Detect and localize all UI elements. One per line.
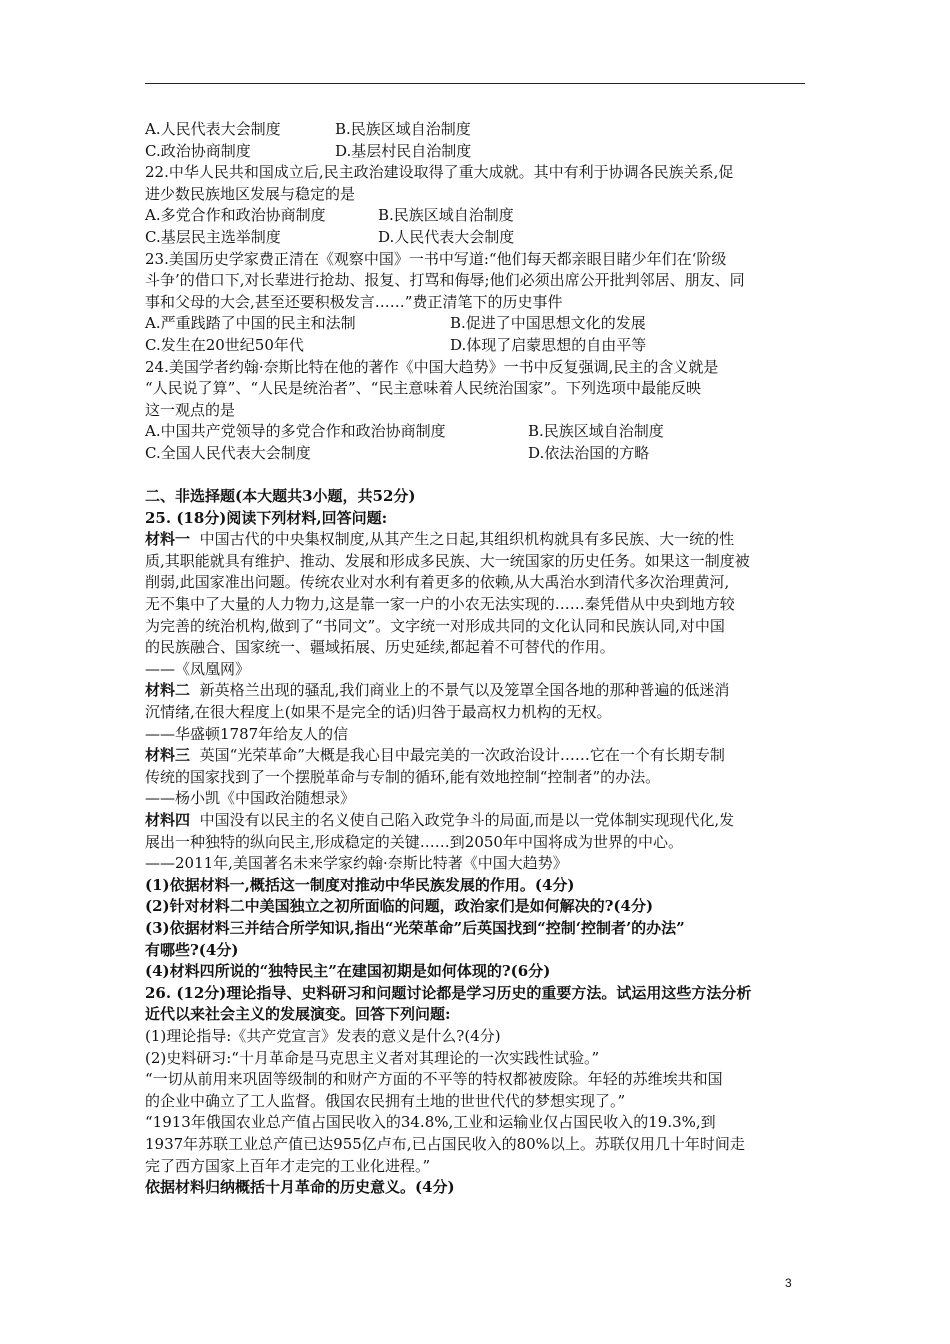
material-line: 材料一 中国古代的中央集权制度,从其产生之日起,其组织机构就具有多民族、大一统的性: [145, 530, 735, 549]
q22-options-row-1: [145, 205, 810, 227]
q26-title: 26. (12分)理论指导、史料研习和问题讨论都是学习历史的重要方法。试运用这些方法分析: [145, 983, 752, 1002]
material-source: ——华盛顿1787年给友人的信: [145, 724, 349, 743]
option: B.民族区域自治制度: [528, 422, 664, 441]
sub-question: (3)依据材料三并结合所学知识,指出“光荣革命”后英国找到“控制‘控制者’的办法”: [145, 918, 685, 937]
q24-options-row-2: [145, 443, 810, 465]
sub-question: (4)材料四所说的“独特民主”在建国初期是如何体现的?(6分): [145, 962, 551, 981]
q21-options-row-1: [145, 119, 810, 141]
q24-stem-line: 这一观点的是: [145, 400, 236, 419]
quote-line: “1913年俄国农业总产值占国民收入的34.8%,工业和运输业仅占国民收入的19.3%,到: [145, 1113, 716, 1132]
quote-line: “一切从前用来巩固等级制的和财产方面的不平等的特权都被废除。年轻的苏维埃共和国: [145, 1070, 723, 1089]
q25-title: 25. (18分)阅读下列材料,回答问题:: [145, 508, 388, 527]
q24-stem-line: 24.美国学者约翰·奈斯比特在他的著作《中国大趋势》一书中反复强调,民主的含义就是: [145, 357, 719, 376]
material-line: 削弱,此国家准出问题。传统农业对水利有着更多的依赖,从大禹治水到清代多次治理黄河,: [145, 573, 730, 592]
material-line: 展出一种独特的纵向民主,形成稳定的关键……到2050年中国将成为世界的中心。: [145, 832, 683, 851]
q26-title: 近代以来社会主义的发展演变。回答下列问题:: [145, 1005, 451, 1024]
q22-stem-line: 进少数民族地区发展与稳定的是: [145, 184, 356, 203]
option: D.人民代表大会制度: [378, 227, 515, 246]
sub-question: (1)理论指导:《共产党宣言》发表的意义是什么?(4分): [145, 1026, 501, 1045]
quote-line: 完了西方国家上百年才走完的工业化进程。”: [145, 1156, 431, 1175]
section-title: 二、非选择题(本大题共3小题，共52分): [145, 487, 416, 506]
sub-question: 有哪些?(4分): [145, 940, 239, 959]
option: B.民族区域自治制度: [335, 120, 471, 138]
q23-stem-line: 23.美国历史学家费正清在《观察中国》一书中写道:“他们每天都亲眼目睹少年们在‘阶级: [145, 249, 727, 268]
material-line: 无不集中了大量的人力物力,这是靠一家一户的小农无法实现的……秦凭借从中央到地方较: [145, 595, 735, 614]
option: D.体现了启蒙思想的自由平等: [450, 335, 647, 354]
q23-options-row-1: [145, 313, 810, 335]
option: A.多党合作和政治协商制度: [145, 206, 326, 225]
option: A.人民代表大会制度: [145, 120, 281, 138]
q21-options-row-2: [145, 141, 810, 163]
material-label: 材料三: [145, 746, 191, 765]
material-line: 材料三 英国“光荣革命”大概是我心目中最完美的一次政治设计……它在一个有长期专制: [145, 746, 725, 765]
material-line: 传统的国家找到了一个摆脱革命与专制的循环,能有效地控制“控制者”的办法。: [145, 767, 661, 786]
material-line: 材料二 新英格兰出现的骚乱,我们商业上的不景气以及笼罩全国各地的那种普遍的低迷消: [145, 681, 730, 700]
q24-stem-line: “人民说了算”、“人民是统治者”、“民主意味着人民统治国家”。下列选项中最能反映: [145, 379, 702, 398]
q24-options-row-1: [145, 421, 810, 443]
material-line: 的民族融合、国家统一、疆域拓展、历史延续,都起着不可替代的作用。: [145, 638, 615, 657]
material-label: 材料四: [145, 811, 191, 829]
q23-stem-line: 事和父母的大会,甚至还要积极发言……”费正清笔下的历史事件: [145, 292, 563, 311]
header-rule: [145, 83, 805, 84]
q23-stem-line: 斗争’的借口下,对长辈进行抢劫、报复、打骂和侮辱;他们必须出席公开批判邻居、朋友、同: [145, 271, 745, 290]
material-line: 质,其职能就具有维护、推动、发展和形成多民族、大一统国家的历史任务。如果这一制度被: [145, 551, 750, 570]
option: B.民族区域自治制度: [378, 206, 514, 225]
option: C.政治协商制度: [145, 141, 251, 160]
quote-line: 的企业中确立了工人监督。俄国农民拥有土地的世世代代的梦想实现了。”: [145, 1091, 626, 1110]
q22-options-row-2: [145, 227, 810, 249]
material-source: ——2011年,美国著名未来学家约翰·奈斯比特著《中国大趋势》: [145, 854, 568, 873]
material-line: 沉情绪,在很大程度上(如果不是完全的话)归咎于最高权力机构的无权。: [145, 703, 612, 722]
task-line: 依据材料归纳概括十月革命的历史意义。(4分): [145, 1178, 455, 1197]
material-source: ——《凤凰网》: [145, 659, 251, 678]
sub-question: (2)针对材料二中美国独立之初所面临的问题，政治家们是如何解决的?(4分): [145, 897, 654, 916]
option: C.全国人民代表大会制度: [145, 443, 311, 462]
quote-line: 1937年苏联工业总产值已达955亿卢布,已占国民收入的80%以上。苏联仅用几十年时间走: [145, 1134, 745, 1153]
sub-question: (2)史料研习:“十月革命是马克思主义者对其理论的一次实践性试验。”: [145, 1048, 600, 1067]
material-line: 材料四 中国没有以民主的名义使自己陷入政党争斗的局面,而是以一党体制实现现代化,发: [145, 811, 735, 829]
material-line: 为完善的统治机构,做到了“书同文”。文字统一对形成共同的文化认同和民族认同,对中国: [145, 616, 725, 635]
material-source: ——杨小凯《中国政治随想录》: [145, 789, 356, 808]
option: A.中国共产党领导的多党合作和政治协商制度: [145, 422, 446, 441]
option: D.基层村民自治制度: [335, 141, 472, 160]
q23-options-row-2: [145, 335, 810, 357]
spacer: [145, 465, 810, 487]
option: C.基层民主选举制度: [145, 227, 281, 246]
material-label: 材料二: [145, 681, 191, 700]
option: C.发生在20世纪50年代: [145, 335, 304, 354]
q22-stem-line: 22.中华人民共和国成立后,民主政治建设取得了重大成就。其中有利于协调各民族关系,促: [145, 163, 734, 182]
exam-content: [145, 119, 810, 1199]
page-number: 3: [785, 1276, 792, 1290]
material-label: 材料一: [145, 530, 191, 549]
option: B.促进了中国思想文化的发展: [450, 314, 646, 333]
sub-question: (1)依据材料一,概括这一制度对推动中华民族发展的作用。(4分): [145, 875, 575, 894]
option: A.严重践踏了中国的民主和法制: [145, 314, 356, 333]
option: D.依法治国的方略: [528, 443, 650, 462]
